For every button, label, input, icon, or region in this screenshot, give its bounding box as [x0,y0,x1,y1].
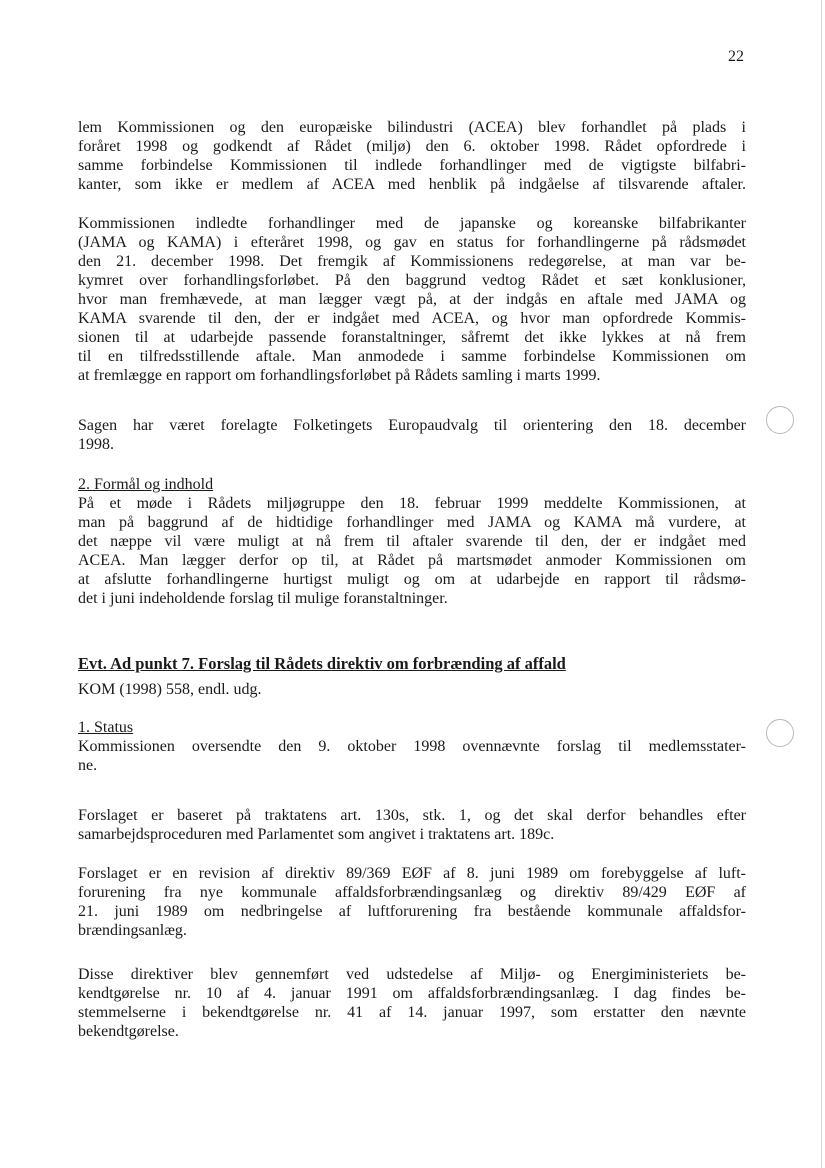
text-line: samme forbindelse Kommissionen til indlede forhandlinger med de vigtigste bilfabri- [78,157,746,174]
page-number: 22 [728,48,744,65]
section-heading-purpose: 2. Formål og indhold [78,476,214,493]
text-line: Sagen har været forelagte Folketingets Europaudvalg til orientering den 18. december [78,417,746,434]
paragraph-jama-kama-negotiations [78,214,746,385]
document-reference: KOM (1998) 558, endl. udg. [78,681,262,698]
agenda-item-title-block [78,654,678,673]
text-line: kanter, som ikke er medlem af ACEA med henblik på indgåelse af tilsvarende aftaler. [78,176,746,193]
section-heading-status: 1. Status [78,719,134,736]
text-line: at afslutte forhandlingerne hurtigst muligt og om at udarbejde en rapport til rådsmø- [78,571,746,588]
text-line: kymret over forhandlingsforløbet. På den baggrund vedtog Rådet et sæt konklusioner, [78,272,746,289]
text-line: forurening fra nye kommunale affaldsforbrændingsanlæg og direktiv 89/429 EØF af [78,884,746,901]
text-line: På et møde i Rådets miljøgruppe den 18. februar 1999 meddelte Kommissionen, at [78,495,746,512]
document-reference-block [78,680,746,699]
section-status [78,718,746,775]
text-line: Kommissionen oversendte den 9. oktober 1998 ovennævnte forslag til medlemsstater- [78,738,746,755]
paragraph-implementation [78,965,746,1041]
text-line: ne. [78,757,98,774]
punch-hole-mark [766,406,794,434]
text-line: man på baggrund af de hidtidige forhandlinger med JAMA og KAMA må vurdere, at [78,514,746,531]
text-line: brændingsanlæg. [78,922,187,939]
paragraph-revision [78,864,746,940]
text-line: den 21. december 1998. Det fremgik af Kommissionens redegørelse, at man var be- [78,253,746,270]
text-line: 21. juni 1989 om nedbringelse af luftforurening fra bestående kommunale affaldsfor- [78,903,746,920]
text-line: at fremlægge en rapport om forhandlingsforløbet på Rådets samling i marts 1999. [78,367,601,384]
text-line: det næppe vil være muligt at nå frem til aftaler svarende til den, der er indgået med [78,533,746,550]
text-line: KAMA svarende til den, der er indgået med ACEA, og hvor man opfordrede Kommis- [78,310,746,327]
punch-hole-mark [766,719,794,747]
text-line: samarbejdsproceduren med Parlamentet som angivet i traktatens art. 189c. [78,826,555,843]
text-line: Kommissionen indledte forhandlinger med de japanske og koreanske bilfabrikanter [78,215,746,232]
text-line: Forslaget er en revision af direktiv 89/369 EØF af 8. juni 1989 om forebyggelse af luft- [78,865,746,882]
paragraph-legal-basis [78,806,746,844]
text-line: hvor man fremhævede, at man lægger vægt på, at der indgås en aftale med JAMA og [78,291,746,308]
text-line: (JAMA og KAMA) i efteråret 1998, og gav en status for forhandlingerne på rådsmødet [78,234,746,251]
text-line: Forslaget er baseret på traktatens art. 130s, stk. 1, og det skal derfor behandles efter [78,807,746,824]
text-line: 1998. [78,436,114,453]
text-line: stemmelserne i bekendtgørelse nr. 41 af 14. januar 1997, som erstatter den nævnte [78,1004,746,1021]
page-edge-line [821,0,822,1168]
text-line: Disse direktiver blev gennemført ved udstedelse af Miljø- og Energiministeriets be- [78,966,746,983]
text-line: sionen til at udarbejde passende foranstaltninger, såfremt det ikke lykkes at nå frem [78,329,746,346]
section-purpose-content [78,475,746,608]
paragraph-acea-agreement [78,118,746,194]
text-line: bekendtgørelse. [78,1023,179,1040]
text-line: lem Kommissionen og den europæiske bilindustri (ACEA) blev forhandlet på plads i [78,119,746,136]
text-line: til en tilfredsstillende aftale. Man anmodede i samme forbindelse Kommissionen om [78,348,746,365]
text-line: kendtgørelse nr. 10 af 4. januar 1991 om affaldsforbrændingsanlæg. I dag findes be- [78,985,746,1002]
text-line: det i juni indeholdende forslag til mulige foranstaltninger. [78,590,448,607]
paragraph-europaudvalg [78,416,746,454]
agenda-item-title: Evt. Ad punkt 7. Forslag til Rådets direktiv om forbrænding af affald [78,654,566,673]
text-line: ACEA. Man lægger derfor op til, at Rådet på martsmødet anmoder Kommissionen om [78,552,746,569]
text-line: foråret 1998 og godkendt af Rådet (miljø) den 6. oktober 1998. Rådet opfordrede i [78,138,746,155]
